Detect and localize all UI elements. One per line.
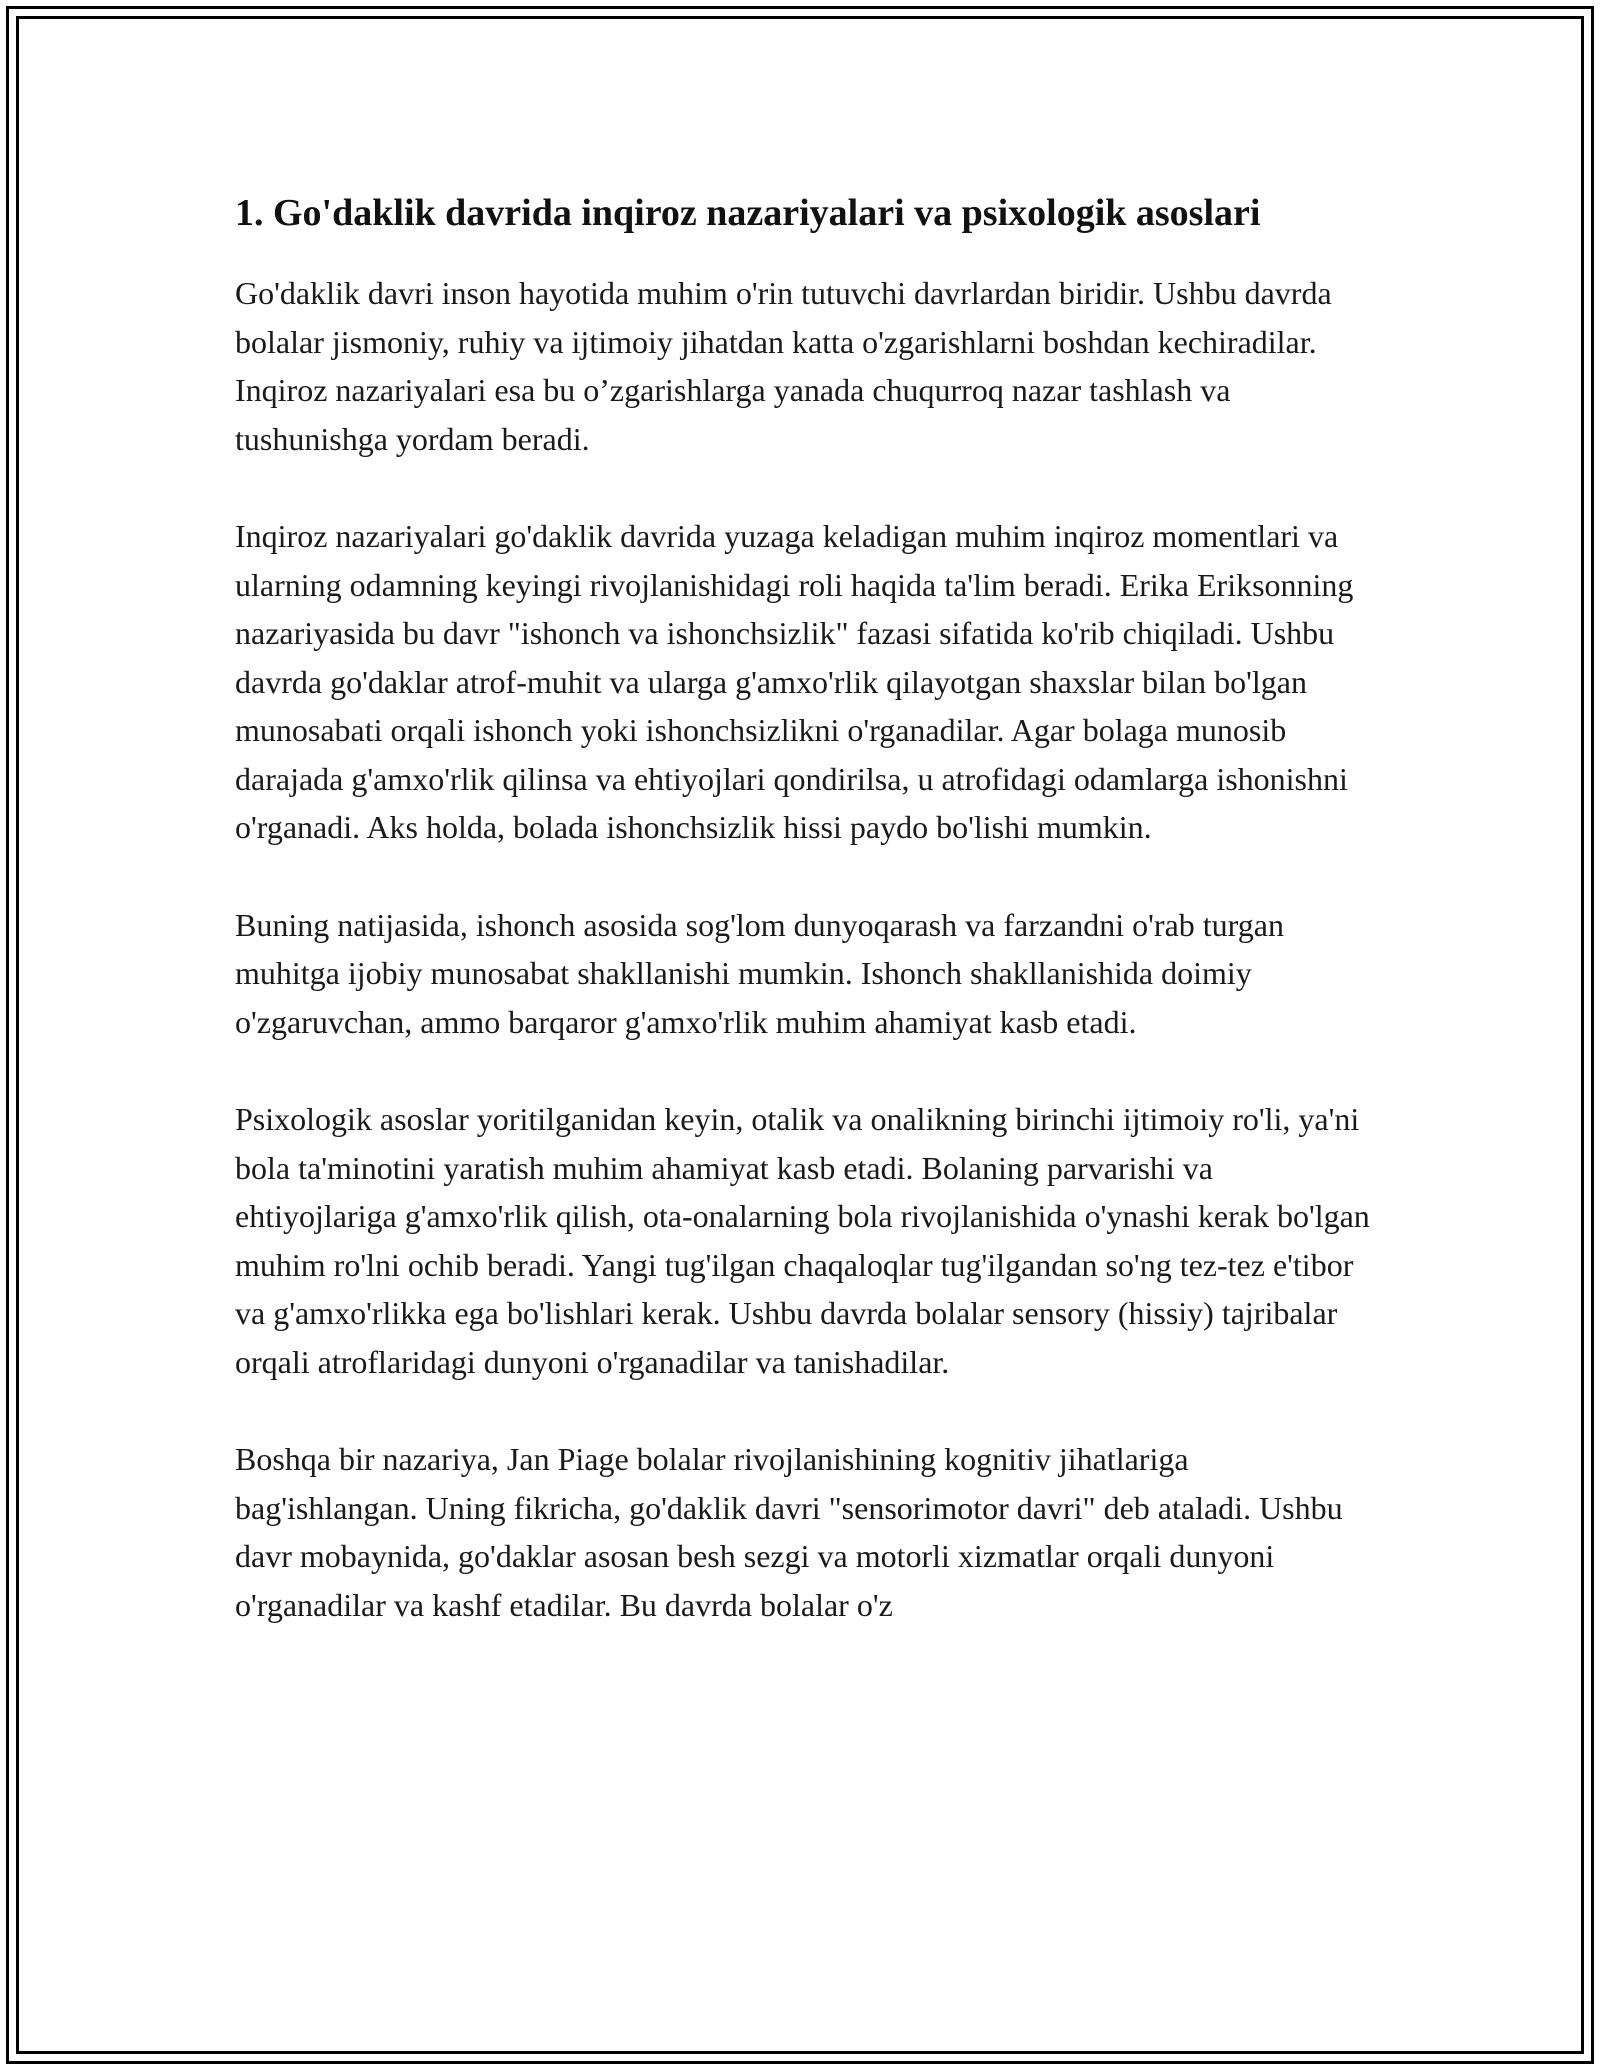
paragraph-2: Inqiroz nazariyalari go'daklik davrida yuzaga keladigan muhim inqiroz momentlari va ularning odamning keyingi rivojlanishidagi roli haqida ta'lim beradi. Erika Eriksonning nazariyasida bu davr "ishonch va ishonchsizlik" fazasi sifatida ko'rib chiqiladi. Ushbu davrda go'daklar atrof-muhit va ularga g'amxo'rlik qilayotgan shaxslar bilan bo'lgan munosabati orqali ishonch yoki ishonchsizlikni o'rganadilar. Agar bolaga munosib darajada g'amxo'rlik qilinsa va ehtiyojlari qondirilsa, u atrofidagi odamlarga ishonishni o'rganadi. Aks holda, bolada ishonchsizlik hissi paydo bo'lishi mumkin.: [235, 518, 1354, 845]
paragraph-3: Buning natijasida, ishonch asosida sog'lom dunyoqarash va farzandni o'rab turgan muhitga ijobiy munosabat shakllanishi mumkin. Ishonch shakllanishida doimiy o'zgaruvchan, ammo barqaror g'amxo'rlik muhim ahamiyat kasb etadi.: [235, 906, 1284, 1040]
section-heading: 1. Go'daklik davrida inqiroz nazariyalari va psixologik asoslari: [235, 192, 1261, 234]
paragraph-1: Go'daklik davri inson hayotida muhim o'rin tutuvchi davrlardan biridir. Ushbu davrda bolalar jismoniy, ruhiy va ijtimoiy jihatdan katta o'zgarishlarni boshdan kechiradilar. Inqiroz nazariyalari esa bu o’zgarishlarga yanada chuqurroq nazar tashlash va tushunishga yordam beradi.: [235, 275, 1332, 457]
document-body: [235, 186, 1370, 1678]
paragraph-5: Boshqa bir nazariya, Jan Piage bolalar rivojlanishining kognitiv jihatlariga bag'ishlangan. Uning fikricha, go'daklik davri "sensorimotor davri" deb ataladi. Ushbu davr mobaynida, go'daklar asosan besh sezgi va motorli xizmatlar orqali dunyoni o'rganadilar va kashf etadilar. Bu davrda bolalar o'z: [235, 1441, 1343, 1623]
paragraph-4: Psixologik asoslar yoritilganidan keyin, otalik va onalikning birinchi ijtimoiy ro'li, ya'ni bola ta'minotini yaratish muhim ahamiyat kasb etadi. Bolaning parvarishi va ehtiyojlariga g'amxo'rlik qilish, ota-onalarning bola rivojlanishida o'ynashi kerak bo'lgan muhim ro'lni ochib beradi. Yangi tug'ilgan chaqaloqlar tug'ilgandan so'ng tez-tez e'tibor va g'amxo'rlikka ega bo'lishlari kerak. Ushbu davrda bolalar sensory (hissiy) tajribalar orqali atroflaridagi dunyoni o'rganadilar va tanishadilar.: [235, 1101, 1370, 1380]
